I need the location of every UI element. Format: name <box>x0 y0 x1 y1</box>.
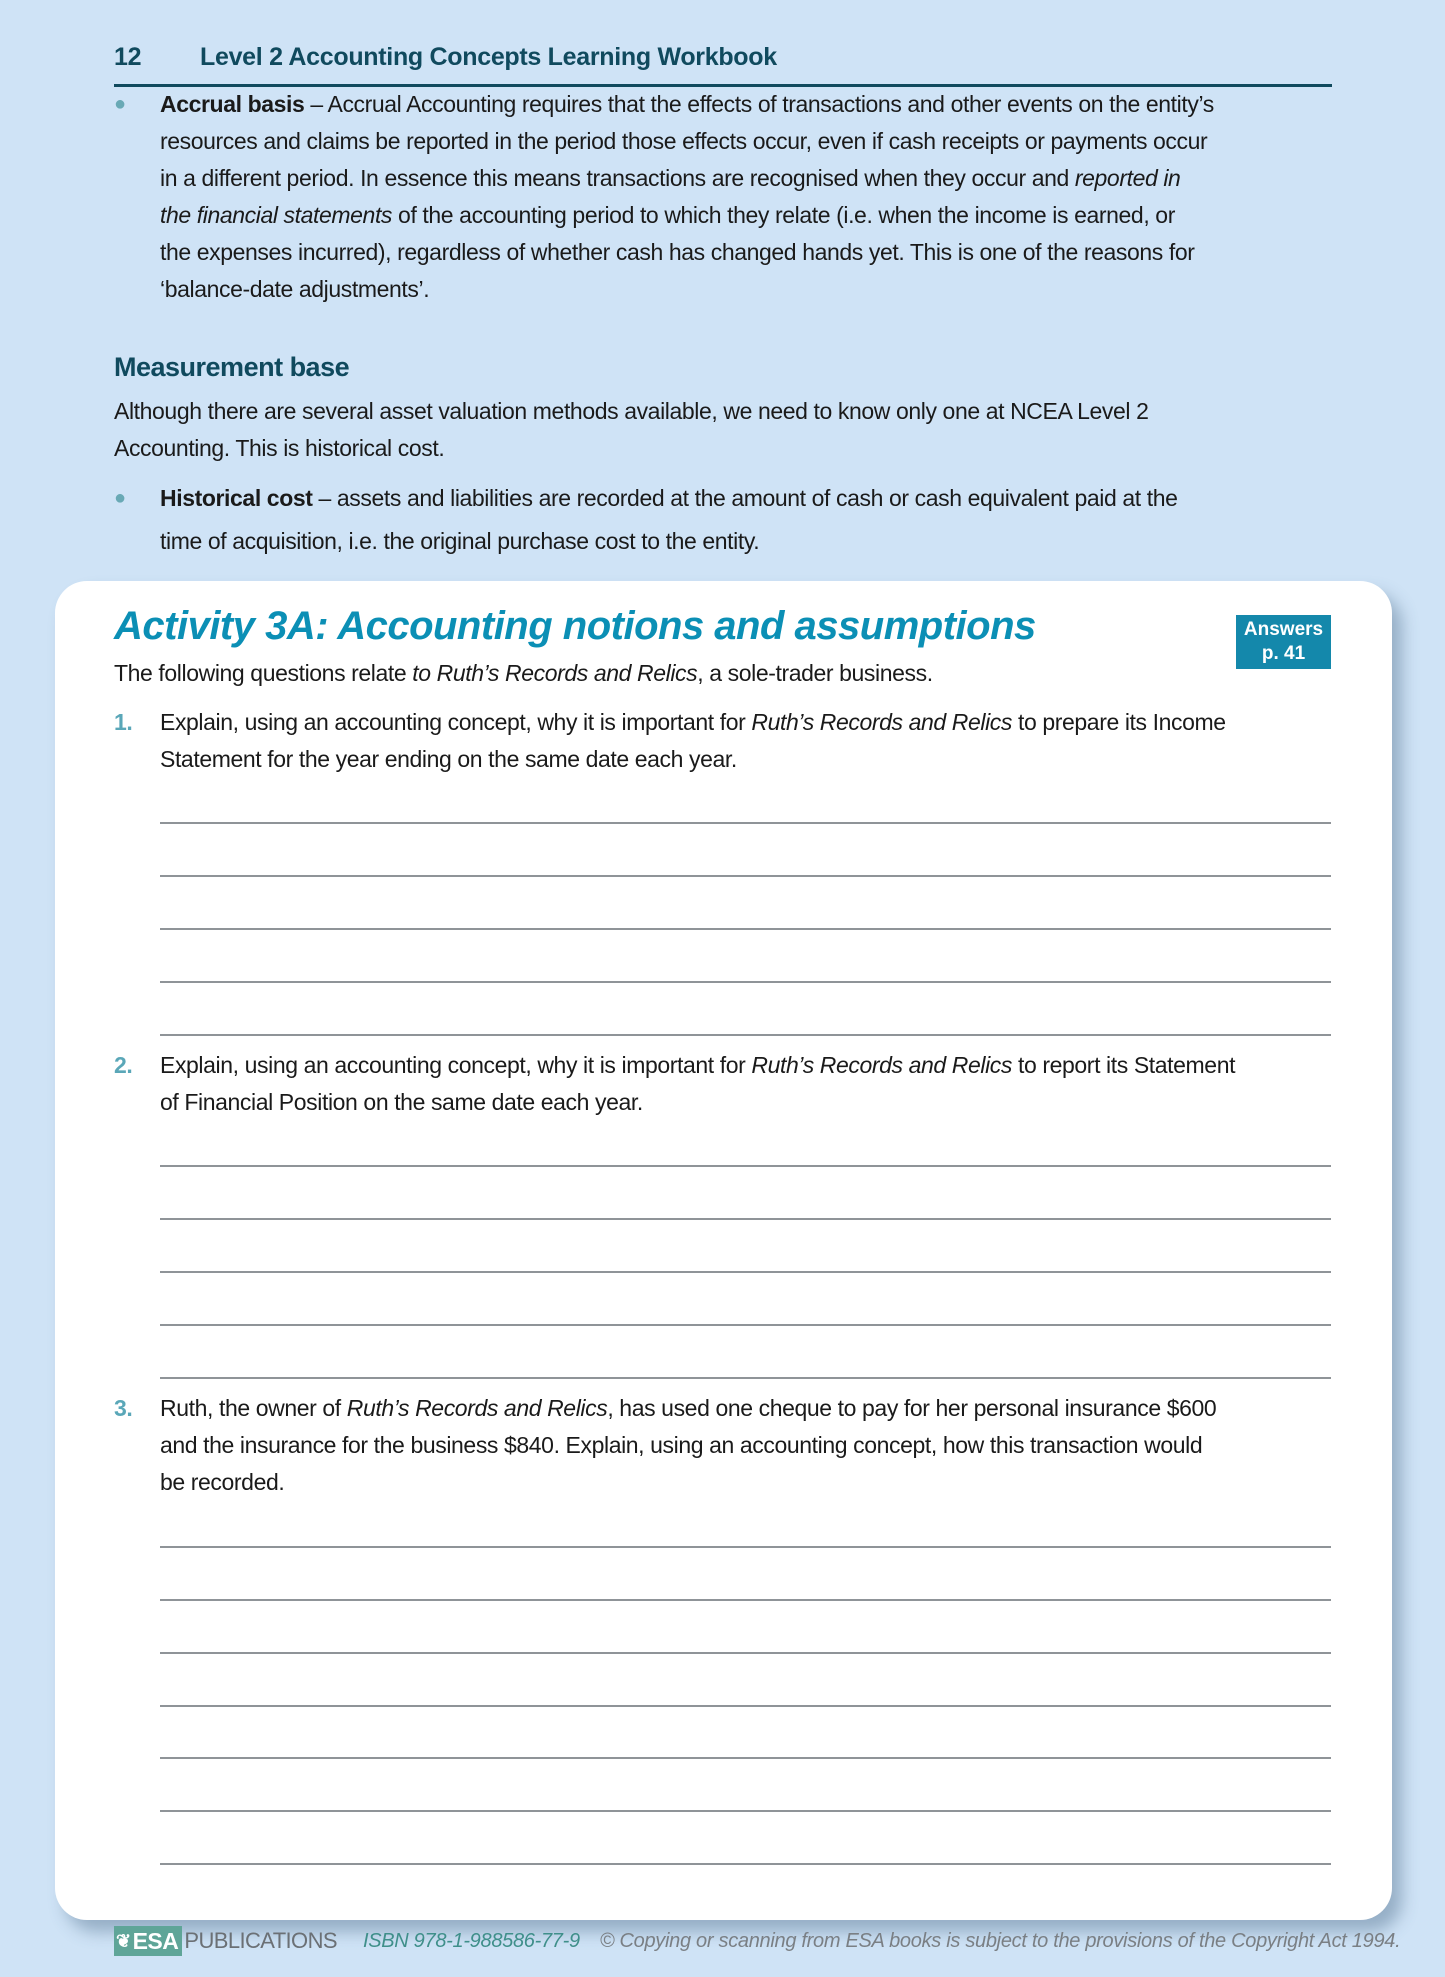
measurement-base-heading: Measurement base <box>114 352 350 382</box>
answer-line-q1[interactable] <box>160 928 1331 930</box>
question-number: 1. <box>114 709 133 735</box>
answer-line-q3[interactable] <box>160 1546 1331 1548</box>
bullet-icon: ● <box>114 487 126 509</box>
publisher-name: PUBLICATIONS <box>184 1928 337 1953</box>
esa-logo: ❦ ESA <box>114 1926 182 1956</box>
answer-line-q1[interactable] <box>160 875 1331 877</box>
answer-line-q3[interactable] <box>160 1705 1331 1707</box>
answer-line-q1[interactable] <box>160 981 1331 983</box>
tree-icon: ❦ <box>116 1930 131 1951</box>
answer-line-q3[interactable] <box>160 1652 1331 1654</box>
answer-line-q2[interactable] <box>160 1271 1331 1273</box>
answer-line-q2[interactable] <box>160 1324 1331 1326</box>
activity-intro: The following questions relate to Ruth’s Records and Relics, a sole-trader business. <box>114 660 933 686</box>
book-title: Level 2 Accounting Concepts Learning Workbook <box>200 42 777 71</box>
answer-line-q3[interactable] <box>160 1863 1331 1865</box>
isbn: ISBN 978-1-988586-77-9 <box>362 1929 580 1952</box>
historical-cost-bullet: ● Historical cost – assets and liabilities are recorded at the amount of cash or cash equivalent paid at the time of acquisition, i.e. the original purchase cost to the entity. <box>114 477 1344 563</box>
answer-line-q1[interactable] <box>160 822 1331 824</box>
historical-term: Historical cost <box>160 485 313 511</box>
copyright-notice: © Copying or scanning from ESA books is subject to the provisions of the Copyright Act 1994. <box>599 1929 1401 1952</box>
answer-line-q2[interactable] <box>160 1165 1331 1167</box>
question-1: 1. Explain, using an accounting concept, why it is important for Ruth’s Records and Relics to prepare its Income Statement for the year ending on the same date each year. <box>114 704 1344 778</box>
page-number: 12 <box>114 42 142 71</box>
answer-line-q3[interactable] <box>160 1599 1331 1601</box>
answer-line-q1[interactable] <box>160 1034 1331 1036</box>
answer-line-q3[interactable] <box>160 1757 1331 1759</box>
running-header <box>114 30 1332 87</box>
question-3: 3. Ruth, the owner of Ruth’s Records and Relics, has used one cheque to pay for her personal insurance $600 and the insurance for the business $840. Explain, using an accounting concept, how this transaction would be recorded. <box>114 1390 1344 1501</box>
bullet-icon: ● <box>114 93 126 115</box>
question-2: 2. Explain, using an accounting concept, why it is important for Ruth’s Records and Relics to report its Statement of Financial Position on the same date each year. <box>114 1047 1344 1121</box>
answer-line-q3[interactable] <box>160 1810 1331 1812</box>
measurement-paragraph: Although there are several asset valuation methods available, we need to know only one at NCEA Level 2 Accounting. This is historical cost. <box>114 398 1149 461</box>
accrual-basis-bullet: ● Accrual basis – Accrual Accounting requires that the effects of transactions and other events on the entity’s resources and claims be reported in the period those effects occur, even if cash receipts or payments occur in a different period. In essence this means transactions are recognised when they occur and reported in the financial statements of the accounting period to which they relate (i.e. when the income is earned, or the expenses incurred), regardless of whether cash has changed hands yet. This is one of the reasons for ‘balance-date adjustments’. <box>114 86 1344 308</box>
page-footer <box>114 1926 1400 1956</box>
question-number: 2. <box>114 1052 133 1078</box>
accrual-term: Accrual basis <box>160 91 305 117</box>
answer-line-q2[interactable] <box>160 1218 1331 1220</box>
question-number: 3. <box>114 1395 133 1421</box>
answer-line-q2[interactable] <box>160 1377 1331 1379</box>
activity-card <box>55 581 1392 1920</box>
activity-title: Activity 3A: Accounting notions and assumptions <box>114 604 1036 648</box>
answers-reference-badge: Answers p. 41 <box>1236 615 1331 669</box>
